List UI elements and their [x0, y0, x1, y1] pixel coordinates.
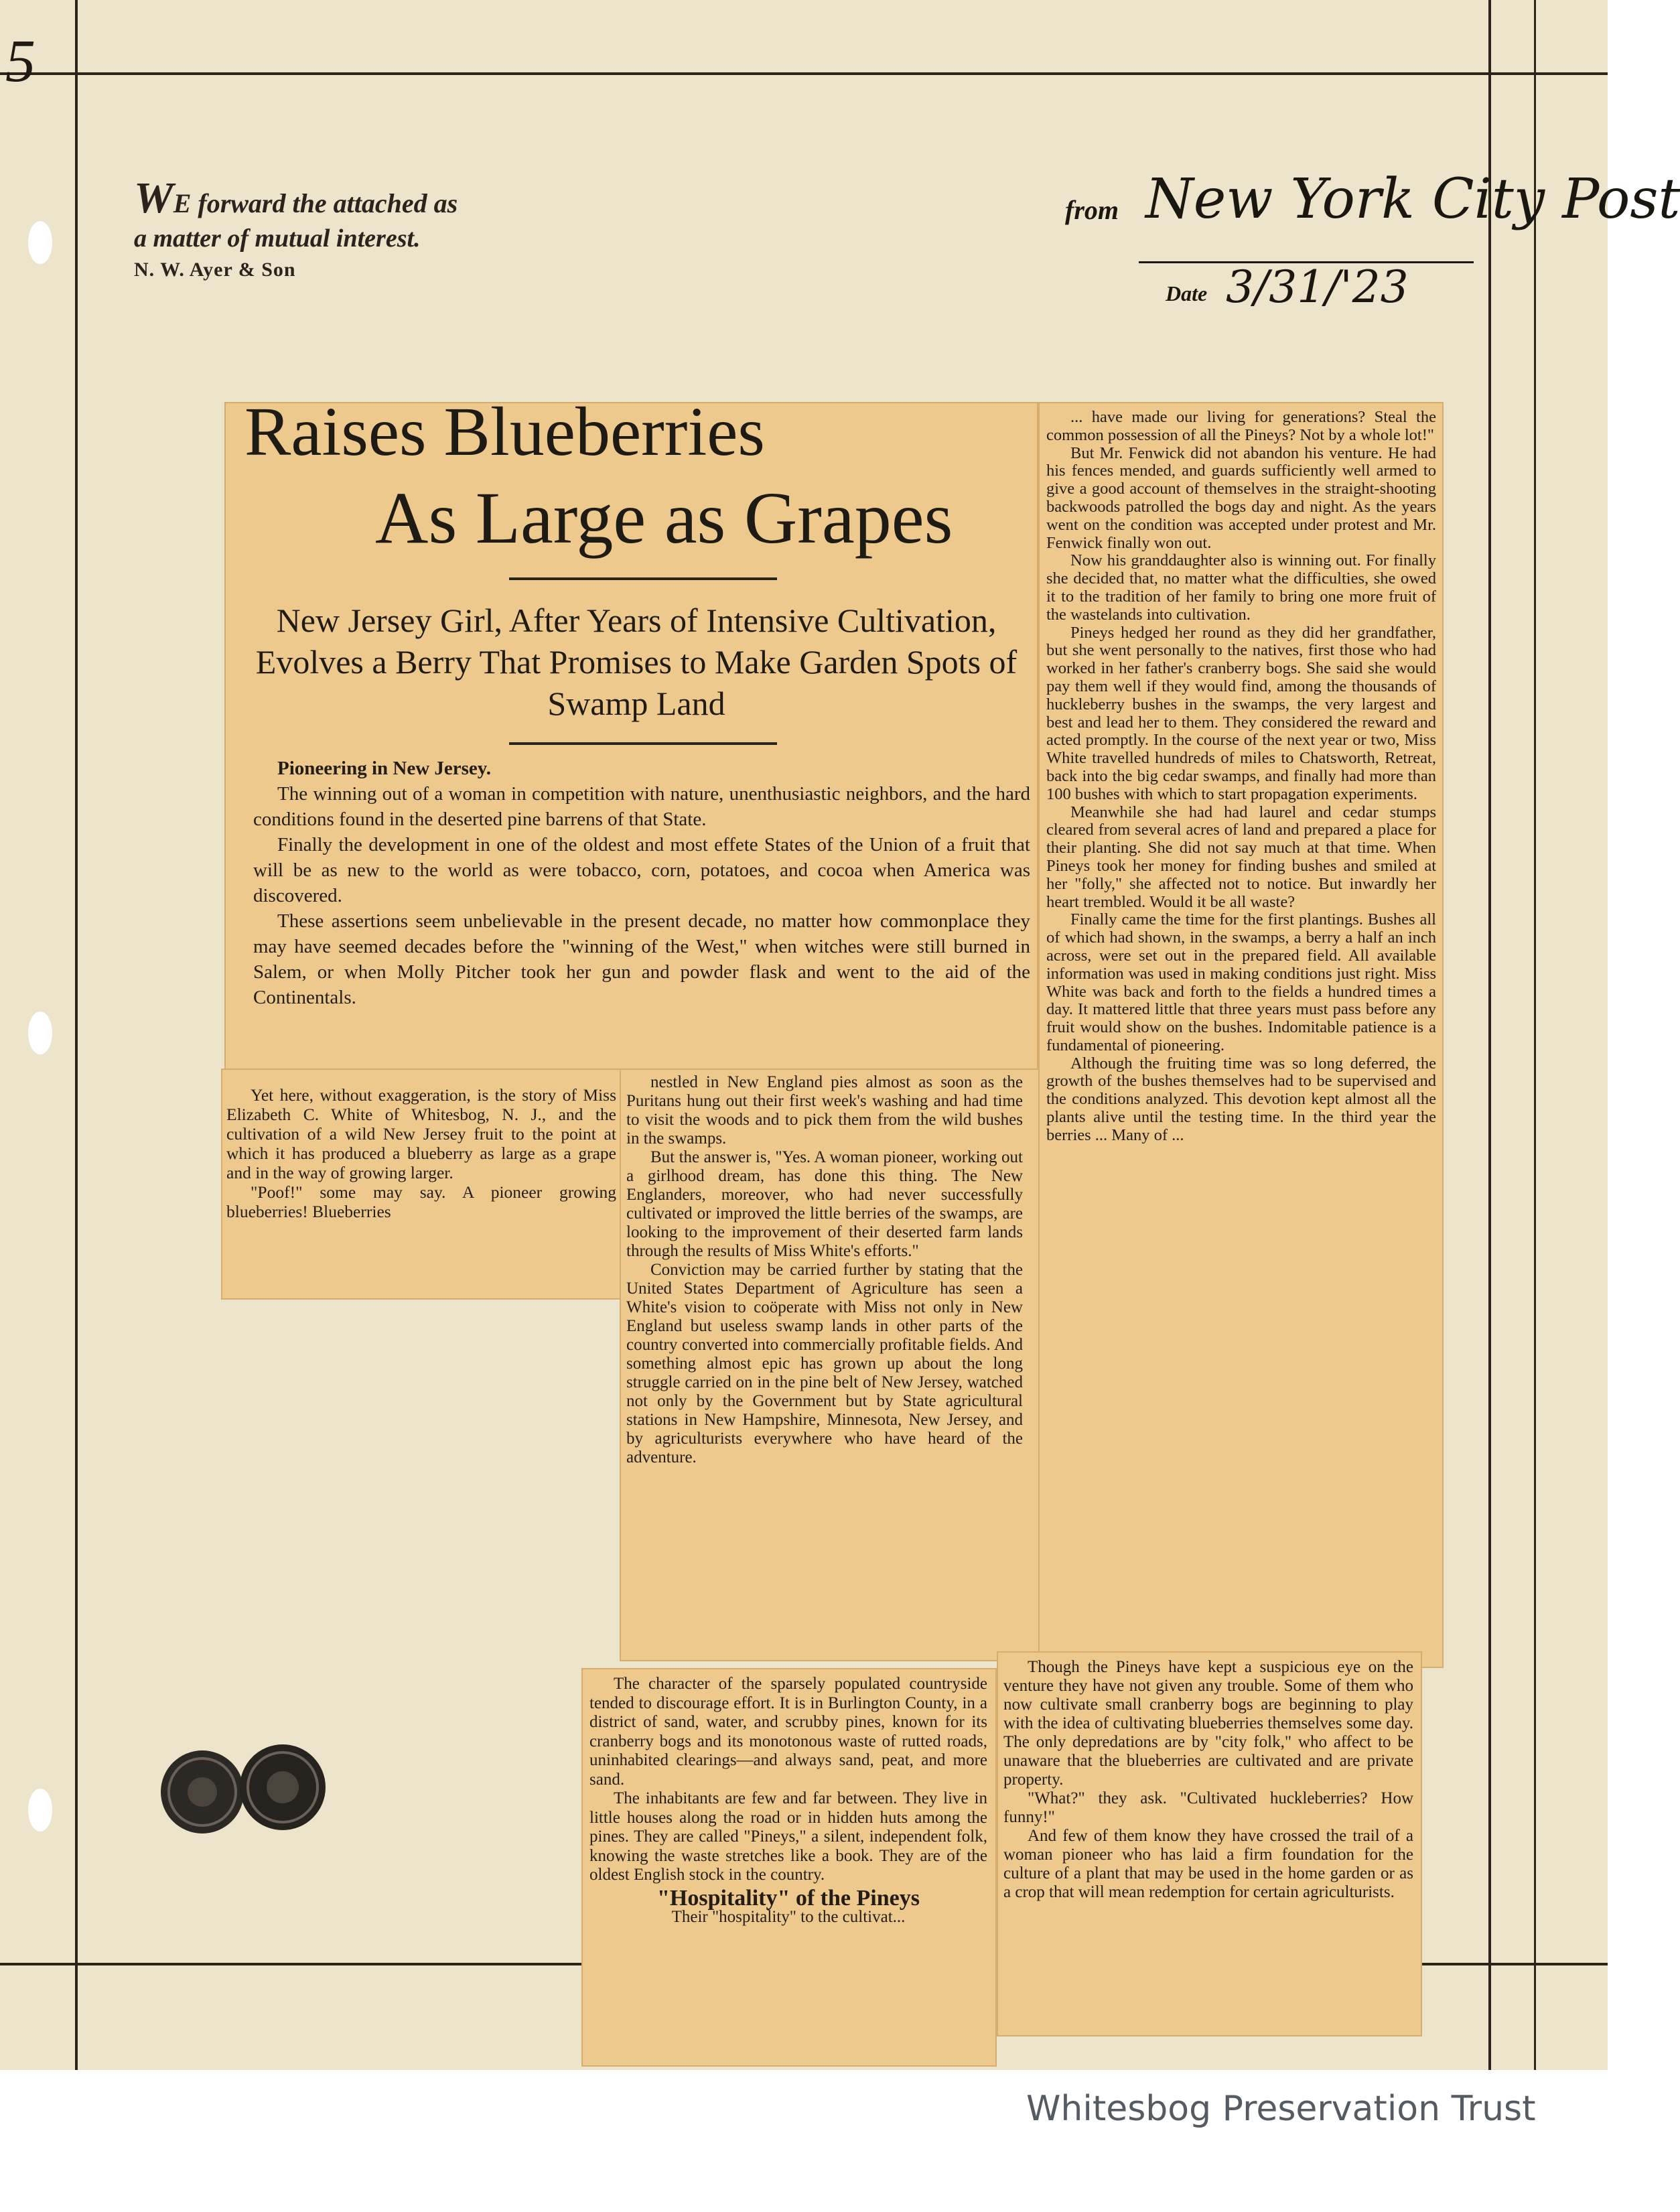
watermark-credit: Whitesbog Preservation Trust [1026, 2089, 1536, 2129]
article-column-intro [253, 756, 1030, 1010]
article-column-bottom-right [1003, 1658, 1413, 1902]
binder-hole [28, 1789, 52, 1831]
clipping-service-stamp [134, 173, 509, 281]
article-column-right [1046, 409, 1436, 1145]
intro-paragraph: Pioneering in New Jersey. [277, 758, 491, 779]
intro-paragraph: These assertions seem unbelievable in the present decade, no matter how commonplace they may have seemed decades before the "winning of the West," when witches were still burned in Salem, or when Molly Pitcher took her gun and powder flask and went to the aid of the Continentals. [253, 910, 1030, 1008]
stamp-agency: N. W. Ayer & Son [134, 259, 296, 281]
article-column-left [226, 1085, 616, 1221]
date-label: Date [1166, 281, 1208, 305]
headline-rule [509, 577, 777, 580]
body-paragraph: ... have made our living for generations? Steal the common possession of all the Pineys? Not by a whole lot!" [1046, 408, 1436, 444]
binder-hole [28, 1012, 52, 1054]
body-paragraph: But Mr. Fenwick did not abandon his venture. He had his fences mended, and guards sufficiently well armed to give a good account of themselves in the straight-shooting backwoods patrolled the bogs day and night. As the years went on the condition was accepted under protest and Mr. Fenwick finally won out. [1046, 443, 1436, 552]
top-rule [0, 72, 1608, 75]
newspaper-name: New York City Post [1145, 167, 1680, 231]
body-paragraph: The inhabitants are few and far between. They live in little houses along the road or in hidden huts among the pines. They are called "Pineys," a silent, independent folk, knowing the waste stretches like a book. They are of the oldest English stock in the country. [589, 1789, 987, 1884]
deck-rule [509, 742, 777, 745]
headline-line-1: Raises Blueberries [244, 393, 765, 470]
body-paragraph: Now his granddaughter also is winning out. For finally she decided that, no matter what the difficulties, she owed it to the tradition of her family to bring one more fruit of the wastelands into cultivation. [1046, 551, 1436, 624]
body-paragraph: Their "hospitality" to the cultivat... [671, 1908, 906, 1926]
right-margin-rule [1488, 0, 1491, 2070]
stamp-line-2: a matter of mutual interest. [134, 224, 421, 253]
intro-paragraph: The winning out of a woman in competition with nature, unenthusiastic neighbors, and the hard conditions found in the deserted pine barrens of that State. [253, 783, 1030, 830]
article-deck: New Jersey Girl, After Years of Intensive Cultivation, Evolves a Berry That Promises to Make Garden Spots of Swamp Land [255, 602, 1018, 722]
right-edge-rule [1534, 0, 1536, 2070]
binder-hole [28, 221, 52, 264]
body-paragraph: Conviction may be carried further by stating that the United States Department of Agriculture has seen a White's vision to coöperate with Miss not only in New England but useless swamp lands in other parts of the country converted into commercially profitable fields. And something almost epic has grown up about the long struggle carried on in the pine belt of New Jersey, watched not only by the Government but by State agricultural stations in New Hampshire, Minnesota, New Jersey, and by agriculturists everywhere who have heard of the adventure. [626, 1261, 1023, 1466]
body-paragraph: Pineys hedged her round as they did her grandfather, but she went personally to the natives, first those who had worked in her father's cranberry bogs. She said she would pay them well if they would find, among the thousands of huckleberry bushes in the swamps, the very largest and best and lead her to them. They considered the reward and acted promptly. In the course of the next year or two, Miss White travelled hundreds of miles to Chatsworth, Retreat, back into the big cedar swamps, and finally had more than 100 bushes with which to start propagation experiments. [1046, 623, 1436, 803]
body-paragraph: Yet here, without exaggeration, is the story of Miss Elizabeth C. White of Whitesbog, N. J., and the cultivation of a wild New Jersey fruit to the point at which it has produced a blueberry as large as a grape and in the way of growing larger. [226, 1085, 616, 1182]
body-paragraph: The character of the sparsely populated countryside tended to discourage effort. It is in Burlington County, in a district of sand, water, and scrubby pines, known for its cranberry bogs and its monotonous waste of rutted roads, uninhabited clearings—and always sand, peat, and more sand. [589, 1675, 987, 1789]
coins-seal-icon [149, 1742, 343, 1836]
article-column-middle [626, 1073, 1023, 1467]
left-margin-rule [75, 0, 78, 2070]
stamp-line-1: WE forward the attached as [134, 174, 458, 222]
date-value: 3/31/'23 [1226, 261, 1409, 313]
body-paragraph: nestled in New England pies almost as soon as the Puritans hung out their first week's washing and had time to visit the woods and to pick them from the wild bushes in the swamps. [626, 1073, 1023, 1148]
body-paragraph: Meanwhile she had had laurel and cedar stumps cleared from several acres of land and prepared a place for their planting. She did not say much at that time. When Pineys took her money for finding bushes and smiled at her "folly," she affected not to notice. But inwardly her heart trembled. Would it be all waste? [1046, 803, 1436, 911]
from-label: from [1065, 195, 1119, 225]
headline-line-2: As Large as Grapes [375, 477, 953, 559]
body-paragraph: "What?" they ask. "Cultivated huckleberries? How funny!" [1003, 1789, 1413, 1826]
body-paragraph: Although the fruiting time was so long deferred, the growth of the bushes themselves had to be supervised and the conditions analyzed. This devotion kept almost all the plants alive until the testing time. In the third year the berries ... Many of ... [1046, 1054, 1436, 1144]
intro-paragraph: Finally the development in one of the oldest and most effete States of the Union of a fruit that will be as new to the world as were tobacco, corn, potatoes, and cocoa when America was discovered. [253, 834, 1030, 906]
body-paragraph: Finally came the time for the first plantings. Bushes all of which had shown, in the swamps, a berry a half an inch across, were set out in the prepared field. All available information was used in making conditions just right. Miss White was back and forth to the fields a hundred times a day. It mattered little that three years must pass before any fruit would show on the bushes. Indomitable patience is a fundamental of pioneering. [1046, 910, 1436, 1054]
article-column-bottom-left [589, 1675, 987, 1927]
subhead: "Hospitality" of the Pineys [657, 1885, 920, 1911]
body-paragraph: Though the Pineys have kept a suspicious eye on the venture they have not given any trouble. Some of them who now cultivate small cranberry bogs are beginning to play with the idea of cultivating blueberries themselves some day. The only depredations are by "city folk," who affect to be unaware that the blueberries are cultivated and are private property. [1003, 1658, 1413, 1789]
body-paragraph: "Poof!" some may say. A pioneer growing blueberries! Blueberries [226, 1182, 616, 1221]
body-paragraph: But the answer is, "Yes. A woman pioneer, working out a girlhood dream, has done this thing. The New Englanders, moreover, who had never successfully cultivated or improved the little berries of the swamps, are looking to the improvement of their deserted farm lands through the results of Miss White's efforts." [626, 1148, 1023, 1260]
page-number: 5 [5, 28, 36, 94]
body-paragraph: And few of them know they have crossed the trail of a woman pioneer who has laid a firm foundation for the culture of a plant that may be used in the home garden or as a crop that will mean redemption for certain agriculturists. [1003, 1827, 1413, 1901]
